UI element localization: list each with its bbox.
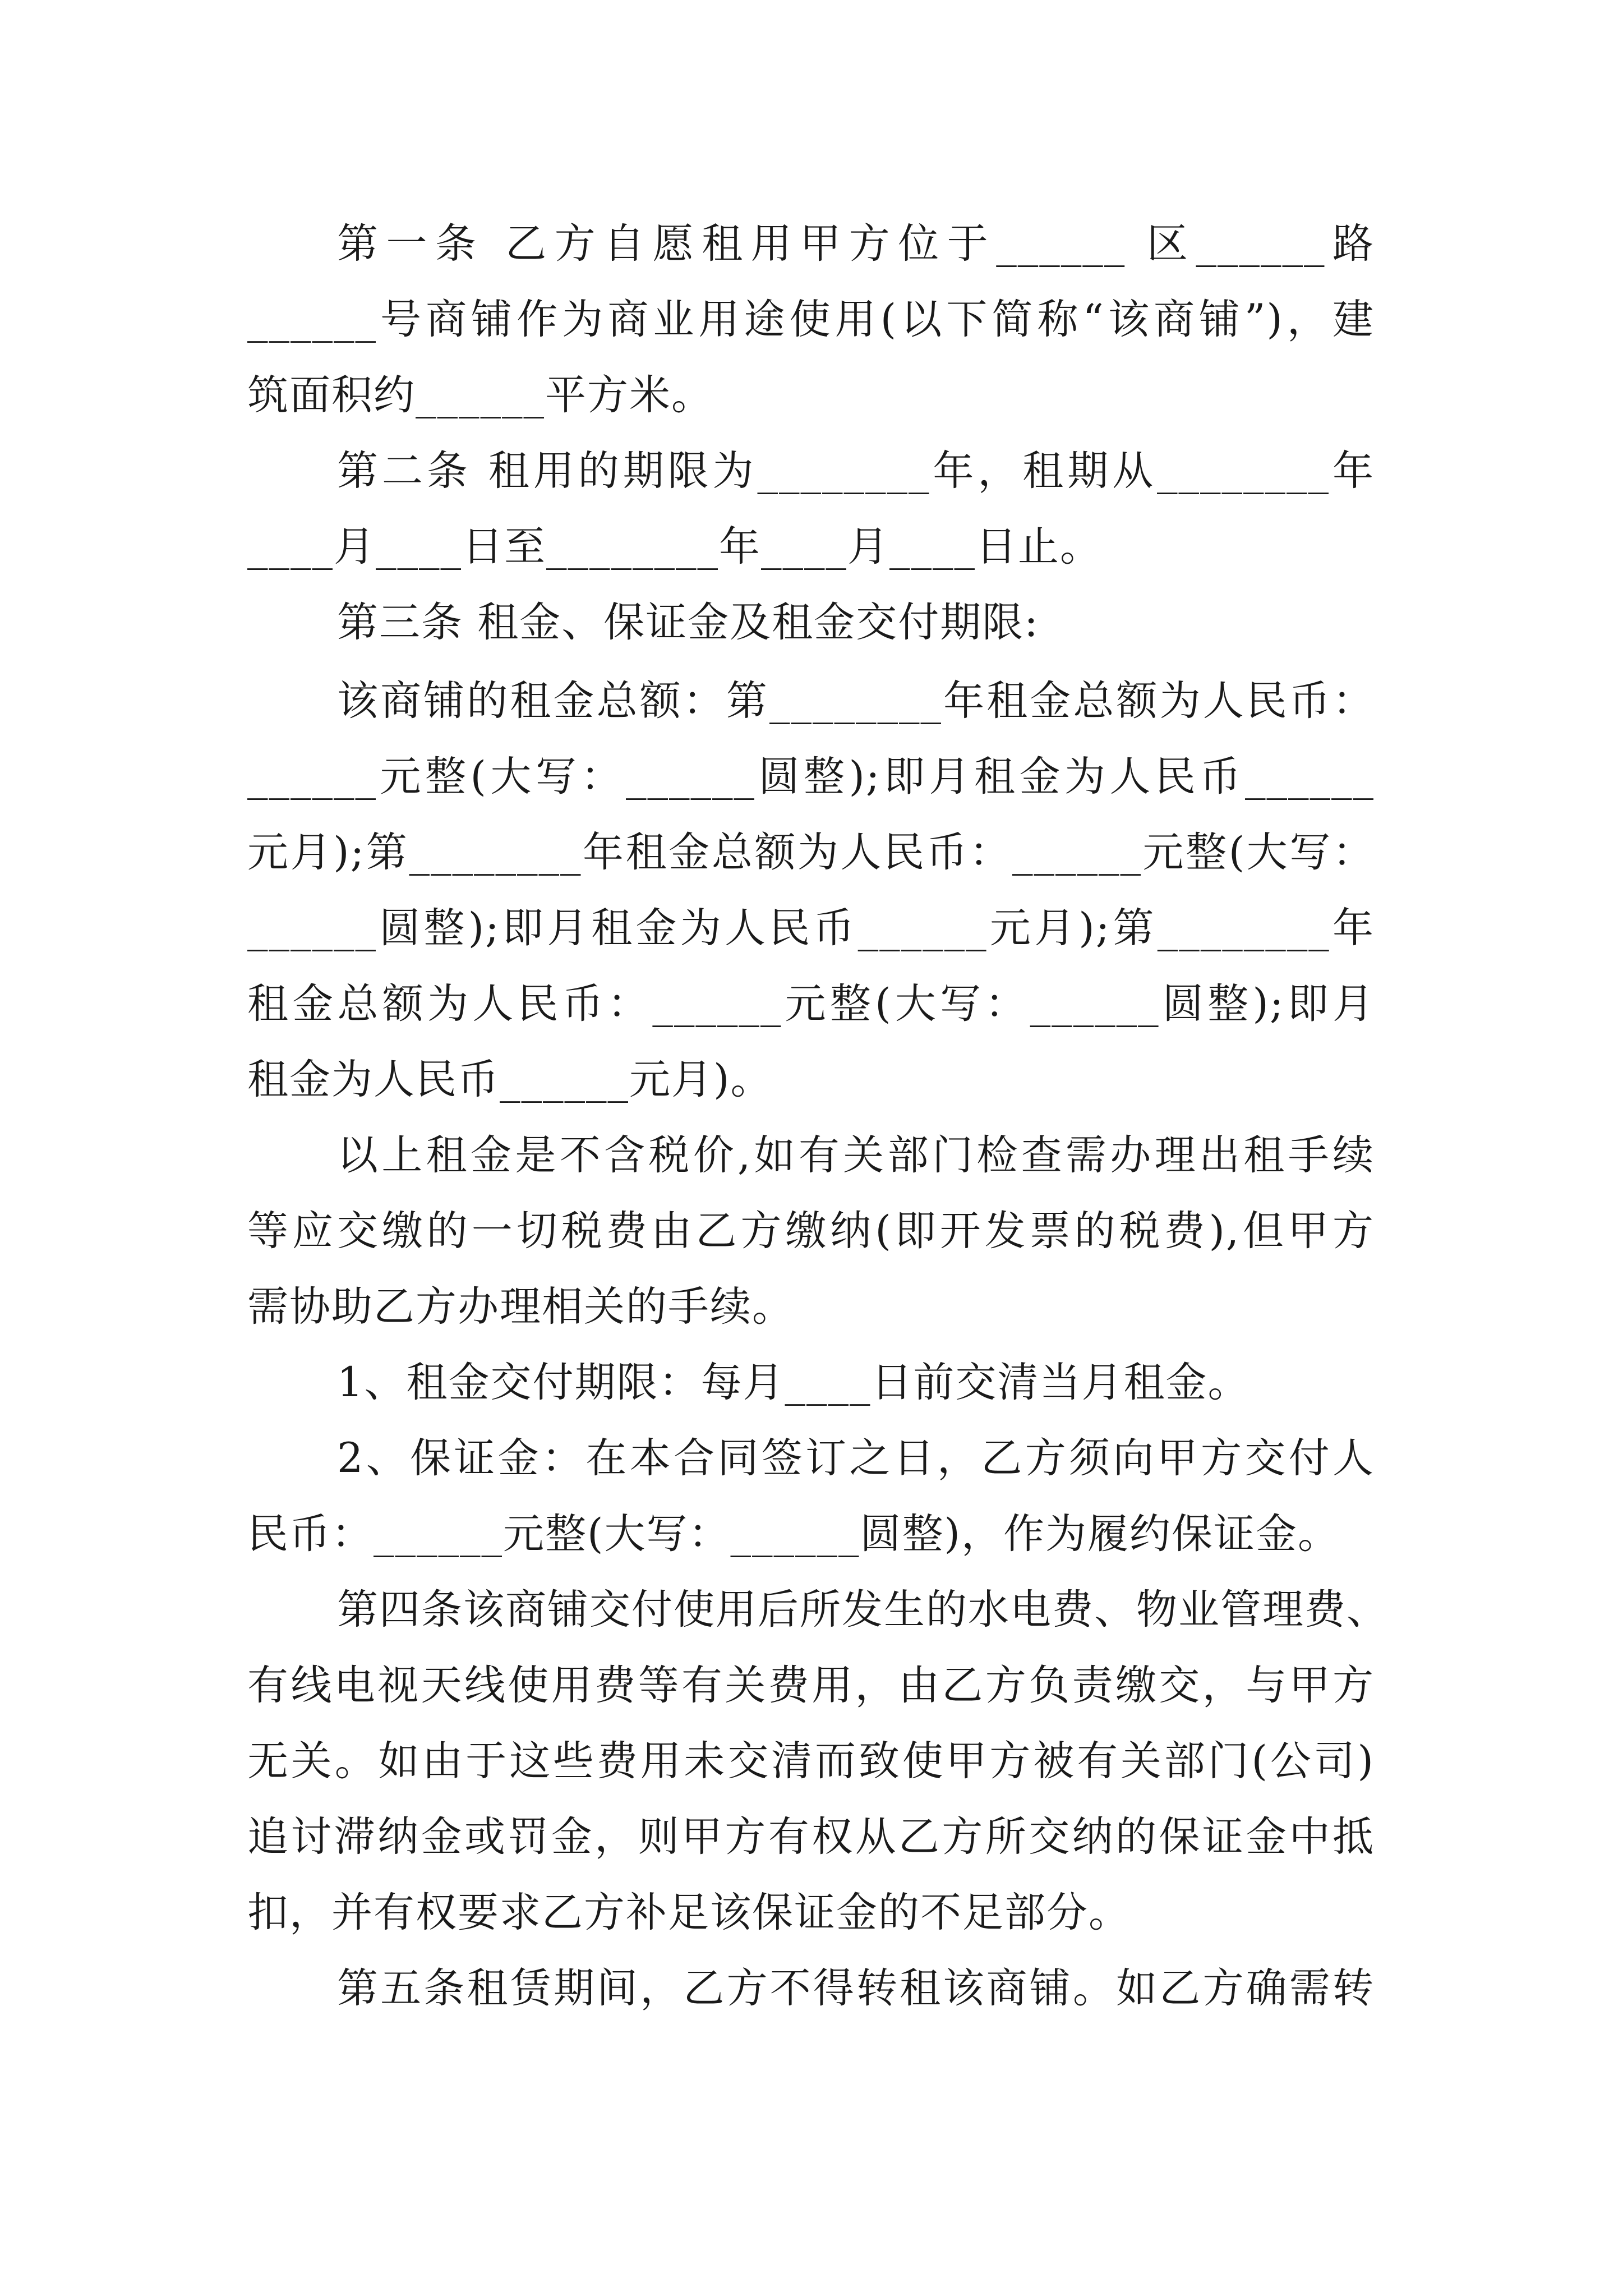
rent-total-line-5: 租金总额为人民币：______元整(大写：______圆整);即月 — [247, 980, 1375, 1028]
article-1-line-2: ______号商铺作为商业用途使用(以下简称“该商铺”)，建 — [247, 296, 1375, 343]
article-1-line-3: 筑面积约______平方米。 — [247, 371, 713, 419]
payment-deadline-line: 1、租金交付期限：每月____日前交清当月租金。 — [337, 1359, 1250, 1406]
article-1-line-1: 第一条 乙方自愿租用甲方位于______ 区______路 — [337, 220, 1375, 268]
rent-total-line-3: 元月);第________年租金总额为人民币：______元整(大写： — [247, 829, 1375, 876]
article-4-line-2: 有线电视天线使用费等有关费用，由乙方负责缴交，与甲方 — [247, 1662, 1375, 1709]
article-2-line-2: ____月____日至________年____月____日止。 — [247, 523, 1102, 570]
article-3-heading: 第三条 租金、保证金及租金交付期限: — [337, 599, 1039, 646]
deposit-line-2: 民币：______元整(大写：______圆整)，作为履约保证金。 — [247, 1510, 1340, 1558]
rent-total-line-4: ______圆整);即月租金为人民币______元月);第________年 — [247, 904, 1375, 952]
article-4-line-1: 第四条该商铺交付使用后所发生的水电费、物业管理费、 — [337, 1586, 1389, 1634]
tax-line-1: 以上租金是不含税价,如有关部门检查需办理出租手续 — [337, 1131, 1375, 1179]
article-4-line-3: 无关。如由于这些费用未交清而致使甲方被有关部门(公司) — [247, 1737, 1375, 1785]
tax-line-2: 等应交缴的一切税费由乙方缴纳(即开发票的税费),但甲方 — [247, 1207, 1375, 1255]
article-2-line-1: 第二条 租用的期限为________年，租期从________年 — [337, 447, 1375, 495]
rent-total-line-6: 租金为人民币______元月)。 — [247, 1056, 773, 1103]
deposit-line-1: 2、保证金：在本合同签订之日，乙方须向甲方交付人 — [337, 1434, 1375, 1482]
rent-total-line-2: ______元整(大写：______圆整);即月租金为人民币______ — [247, 753, 1375, 800]
rent-total-line-1: 该商铺的租金总额：第________年租金总额为人民币： — [337, 677, 1375, 725]
article-4-line-4: 追讨滞纳金或罚金，则甲方有权从乙方所交纳的保证金中抵 — [247, 1813, 1375, 1861]
article-5-line-1: 第五条租赁期间，乙方不得转租该商铺。如乙方确需转 — [337, 1964, 1375, 2012]
article-4-line-5: 扣，并有权要求乙方补足该保证金的不足部分。 — [247, 1889, 1131, 1936]
tax-line-3: 需协助乙方办理相关的手续。 — [247, 1283, 794, 1331]
